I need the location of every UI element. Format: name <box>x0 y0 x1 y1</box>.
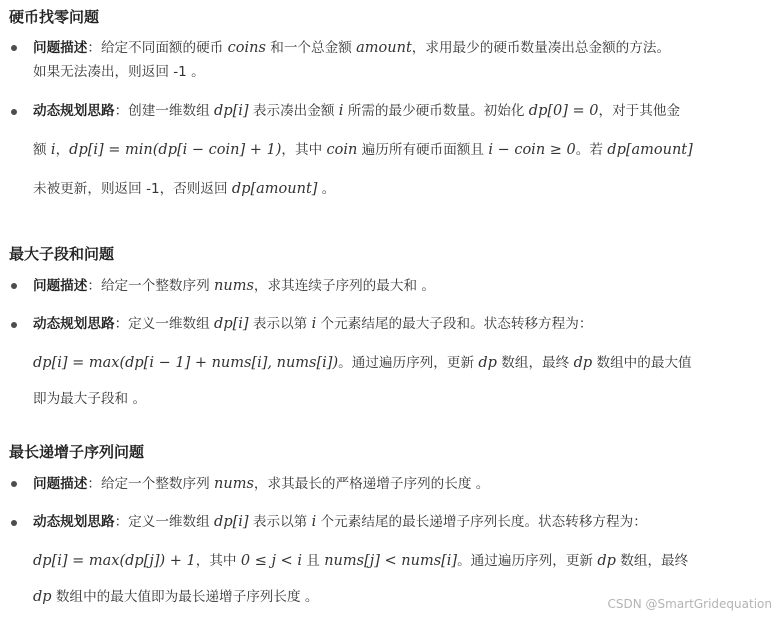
math-expr: dp[0] = 0 <box>528 103 599 119</box>
math-var: nums <box>214 278 254 294</box>
item-label: 动态规划思路 <box>33 316 115 332</box>
math-expr: dp[i] = max(dp[j]) + 1 <box>33 553 196 569</box>
list-item-line: dp 数组中的最大值即为最长递增子序列长度 。 <box>33 589 319 605</box>
math-expr: dp[i] = max(dp[i − 1] + nums[i], nums[i]) <box>33 355 339 371</box>
list-item-line: 问题描述：给定一个整数序列 nums，求其最长的严格递增子序列的长度 。 <box>33 476 490 492</box>
item-label: 动态规划思路 <box>33 514 115 530</box>
item-label: 动态规划思路 <box>33 103 115 119</box>
section-title-lis: 最长递增子序列问题 <box>9 443 145 461</box>
list-item-line: 未被更新，则返回 -1，否则返回 dp[amount] 。 <box>33 181 336 197</box>
list-item-line: 问题描述：给定不同面额的硬币 coins 和一个总金额 amount，求用最少的硬币数量凑出总金额的方法。 <box>33 40 671 56</box>
math-expr: i − coin ≥ 0 <box>488 142 576 158</box>
bullet-icon <box>11 109 17 115</box>
math-var: i <box>311 514 317 530</box>
math-var: nums <box>214 476 254 492</box>
math-expr: dp[i] <box>214 316 249 332</box>
section-title-max-subarray: 最大子段和问题 <box>9 245 115 263</box>
math-var: dp <box>33 589 52 605</box>
item-label: 问题描述 <box>33 476 88 492</box>
bullet-icon <box>11 520 17 526</box>
list-item-line: 动态规划思路：定义一维数组 dp[i] 表示以第 i 个元素结尾的最长递增子序列长度。状态转移方程为： <box>33 514 647 530</box>
list-item-line: 如果无法凑出，则返回 -1 。 <box>33 64 205 80</box>
item-label: 问题描述 <box>33 278 88 294</box>
math-expr: dp[amount] <box>607 142 693 158</box>
math-var: dp <box>573 355 593 371</box>
bullet-icon <box>11 322 17 328</box>
math-expr: 0 ≤ j < i <box>240 553 302 569</box>
math-expr: nums[j] < nums[i] <box>324 553 458 569</box>
math-var: amount <box>356 40 412 56</box>
math-var: i <box>338 103 344 119</box>
math-var: i <box>311 316 317 332</box>
item-label: 问题描述 <box>33 40 88 56</box>
list-item-line: 动态规划思路：创建一维数组 dp[i] 表示凑出金额 i 所需的最少硬币数量。初始化 dp[0] = 0，对于其他金 <box>33 103 681 119</box>
bullet-icon <box>11 283 17 289</box>
list-item-line: 即为最大子段和 。 <box>33 391 147 407</box>
math-expr: dp[amount] <box>231 181 318 197</box>
section-title-coin-change: 硬币找零问题 <box>9 8 100 26</box>
math-var: i <box>50 142 56 158</box>
math-expr: dp[i] = min(dp[i − coin] + 1) <box>69 142 282 158</box>
math-expr: dp[i] <box>214 103 249 119</box>
math-var: coins <box>227 40 266 56</box>
math-var: dp <box>597 553 616 569</box>
list-item-line: 动态规划思路：定义一维数组 dp[i] 表示以第 i 个元素结尾的最大子段和。状态转移方程为： <box>33 316 593 332</box>
bullet-icon <box>11 45 17 51</box>
list-item-line: 问题描述：给定一个整数序列 nums，求其连续子序列的最大和 。 <box>33 278 435 294</box>
list-item-line: 额 i，dp[i] = min(dp[i − coin] + 1)，其中 coin 遍历所有硬币面额且 i − coin ≥ 0。若 dp[amount] <box>33 142 693 158</box>
list-item-line: dp[i] = max(dp[i − 1] + nums[i], nums[i])。通过遍历序列，更新 dp 数组，最终 dp 数组中的最大值 <box>33 355 692 371</box>
bullet-icon <box>11 481 17 487</box>
csdn-watermark: CSDN @SmartGridequation <box>607 597 772 611</box>
math-expr: dp[i] <box>214 514 249 530</box>
math-var: coin <box>326 142 358 158</box>
list-item-line: dp[i] = max(dp[j]) + 1，其中 0 ≤ j < i 且 nums[j] < nums[i]。通过遍历序列，更新 dp 数组，最终 <box>33 553 689 569</box>
math-var: dp <box>478 355 497 371</box>
